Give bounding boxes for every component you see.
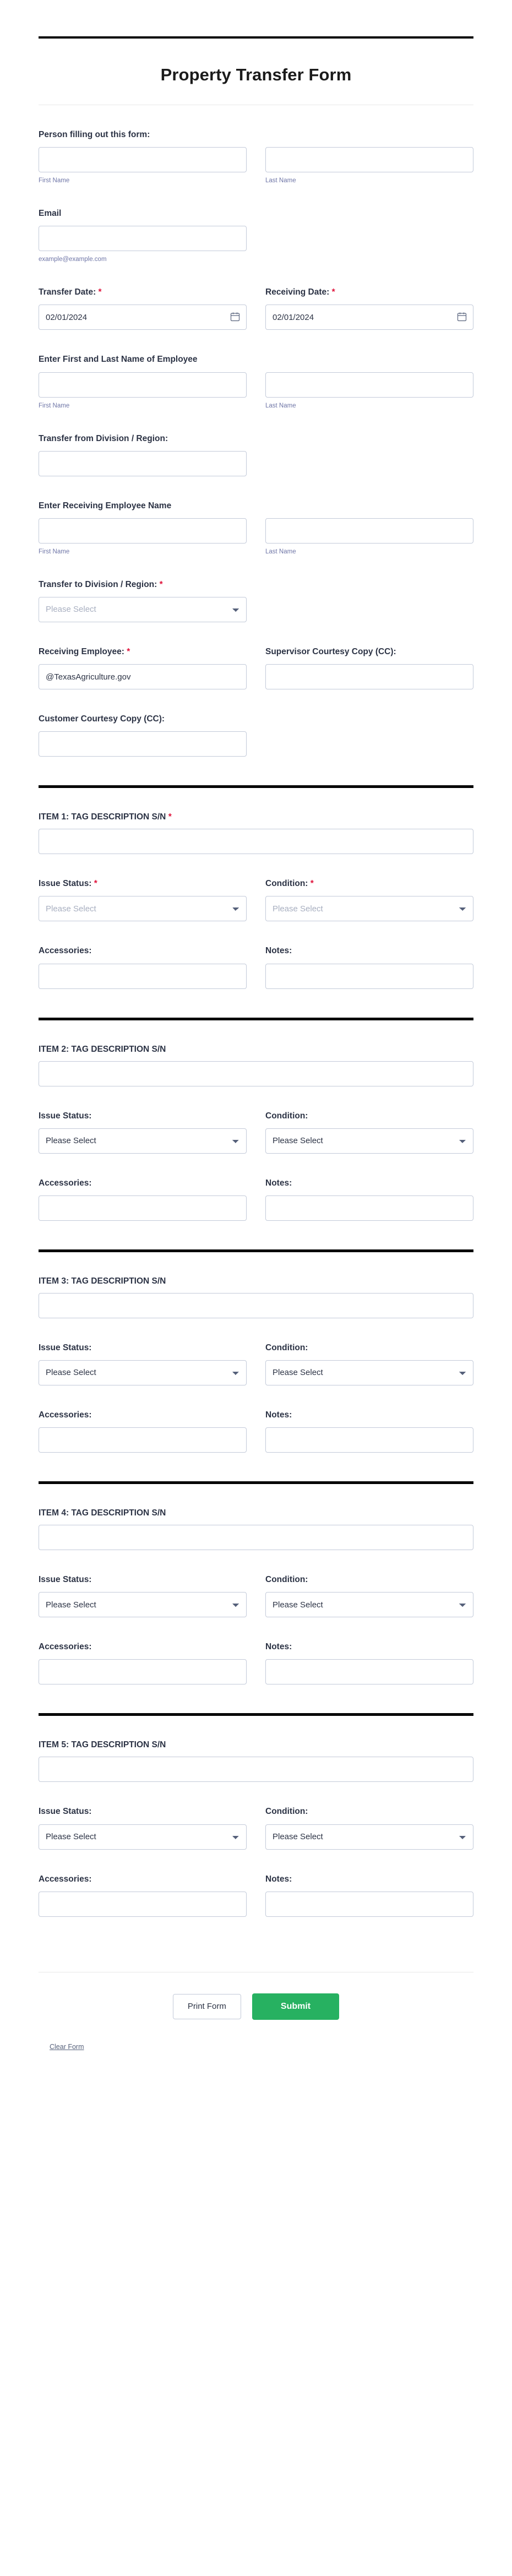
- employee-last-name-input[interactable]: [265, 372, 473, 398]
- person-last-name-sublabel: Last Name: [265, 177, 296, 184]
- item-4-extra-row: [39, 1642, 473, 1684]
- item-1-issue-status-select[interactable]: [39, 896, 247, 921]
- item-5-notes-col: [265, 1874, 473, 1917]
- receiving-employee-name-row: [39, 518, 473, 555]
- item-1-issue-status-required: *: [94, 879, 97, 889]
- item-4-heading: ITEM 4: TAG DESCRIPTION S/N: [39, 1508, 166, 1518]
- item-5-heading: ITEM 5: TAG DESCRIPTION S/N: [39, 1740, 166, 1750]
- item-5-condition-col: [265, 1806, 473, 1849]
- item-1-notes-col: [265, 945, 473, 988]
- item-5-condition-select[interactable]: [265, 1824, 473, 1850]
- item-3-status-row: [39, 1343, 473, 1385]
- item-1-condition-col: [265, 878, 473, 921]
- transfer-to-select[interactable]: [39, 597, 247, 622]
- employee-last-name-sublabel: Last Name: [265, 402, 296, 409]
- item-5-issue-status-col: [39, 1806, 247, 1849]
- transfer-from-row: [39, 451, 473, 476]
- item-4-accessories-col: [39, 1642, 247, 1684]
- receiving-employee-last-name-input[interactable]: [265, 518, 473, 544]
- item-divider: [39, 1018, 473, 1020]
- email-label: Email: [39, 209, 62, 219]
- receiving-employee-required: *: [127, 646, 130, 656]
- item-2-issue-status-label: Issue Status:: [39, 1111, 92, 1121]
- item-5-condition-label: Condition:: [265, 1807, 308, 1817]
- item-2-condition-col: [265, 1111, 473, 1154]
- item-3-accessories-col: [39, 1410, 247, 1453]
- item-4-notes-col: [265, 1642, 473, 1684]
- item-3-heading: ITEM 3: TAG DESCRIPTION S/N: [39, 1276, 166, 1286]
- item-2-tag-input[interactable]: [39, 1061, 473, 1086]
- item-3-issue-status-select[interactable]: [39, 1360, 247, 1385]
- customer-cc-label: Customer Courtesy Copy (CC):: [39, 714, 165, 724]
- item-divider: [39, 1713, 473, 1716]
- transfer-date-col: [39, 287, 247, 330]
- top-divider: [39, 36, 473, 39]
- item-4-issue-status-col: [39, 1574, 247, 1617]
- supervisor-cc-col: [265, 646, 473, 689]
- item-1-accessories-input[interactable]: [39, 964, 247, 989]
- item-5-accessories-col: [39, 1874, 247, 1917]
- email-block: [39, 208, 473, 263]
- item-3-condition-col: [265, 1343, 473, 1385]
- item-1-extra-row: [39, 945, 473, 988]
- transfer-from-label: Transfer from Division / Region:: [39, 433, 168, 443]
- item-4-issue-status-label: Issue Status:: [39, 1575, 92, 1585]
- item-3-extra-row: [39, 1410, 473, 1453]
- employee-name-block: [39, 354, 473, 409]
- employee-name-label: Enter First and Last Name of Employee: [39, 355, 198, 365]
- item-3-notes-col: [265, 1410, 473, 1453]
- item-4-status-row: [39, 1574, 473, 1617]
- employee-last-col: [265, 372, 473, 409]
- transfer-date-required: *: [98, 287, 102, 297]
- item-4-condition-label: Condition:: [265, 1575, 308, 1585]
- receiving-employee-name-label: Enter Receiving Employee Name: [39, 501, 172, 510]
- item-5-issue-status-label: Issue Status:: [39, 1807, 92, 1817]
- item-1-condition-required: *: [310, 879, 314, 889]
- item-2-issue-status-select[interactable]: [39, 1128, 247, 1154]
- item-5-accessories-input[interactable]: [39, 1892, 247, 1917]
- item-1-tag-input[interactable]: [39, 829, 473, 854]
- item-4-tag-input[interactable]: [39, 1525, 473, 1550]
- item-section-5: [39, 1740, 473, 1916]
- customer-cc-row: [39, 731, 473, 757]
- receiving-employee-label: Receiving Employee: *: [39, 646, 130, 656]
- transfer-to-col: [39, 597, 247, 622]
- item-1-issue-status-label: Issue Status: *: [39, 879, 97, 889]
- customer-cc-col: [39, 731, 247, 757]
- item-3-tag-input[interactable]: [39, 1293, 473, 1318]
- receiving-employee-last-col: [265, 518, 473, 555]
- item-2-accessories-col: [39, 1178, 247, 1221]
- dates-block: [39, 287, 473, 330]
- person-first-name-sublabel: First Name: [39, 177, 70, 184]
- receiving-employee-col: [39, 646, 247, 689]
- item-2-issue-status-col: [39, 1111, 247, 1154]
- item-1-accessories-col: [39, 945, 247, 988]
- item-3-notes-label: Notes:: [265, 1410, 292, 1420]
- person-filling-last-col: [265, 147, 473, 184]
- person-last-name-input[interactable]: [265, 147, 473, 172]
- item-5-status-block: [39, 1806, 473, 1849]
- receiving-date-input[interactable]: [265, 305, 473, 330]
- item-section-2: [39, 1045, 473, 1221]
- item-1-status-block: [39, 878, 473, 921]
- item-5-status-row: [39, 1806, 473, 1849]
- employee-first-col: [39, 372, 247, 409]
- email-row: [39, 226, 473, 263]
- email-col: [39, 226, 247, 263]
- submit-button[interactable]: Submit: [252, 1993, 339, 2020]
- item-4-issue-status-select[interactable]: [39, 1592, 247, 1617]
- receiving-employee-first-col: [39, 518, 247, 555]
- transfer-to-required: *: [159, 579, 163, 589]
- item-section-4: [39, 1508, 473, 1684]
- item-4-accessories-label: Accessories:: [39, 1642, 92, 1652]
- item-3-notes-input[interactable]: [265, 1427, 473, 1453]
- item-4-accessories-input[interactable]: [39, 1659, 247, 1684]
- item-divider: [39, 1481, 473, 1484]
- item-2-notes-col: [265, 1178, 473, 1221]
- transfer-to-label: Transfer to Division / Region: *: [39, 579, 163, 589]
- item-1-issue-status-col: [39, 878, 247, 921]
- item-2-notes-input[interactable]: [265, 1195, 473, 1221]
- item-1-status-row: [39, 878, 473, 921]
- supervisor-cc-input[interactable]: [265, 664, 473, 689]
- customer-cc-spacer: [265, 731, 473, 757]
- receiving-supervisor-block: [39, 646, 473, 689]
- item-4-condition-col: [265, 1574, 473, 1617]
- form-content: [39, 129, 473, 1939]
- email-field[interactable]: [39, 226, 247, 251]
- item-divider: [39, 785, 473, 788]
- transfer-from-col: [39, 451, 247, 476]
- customer-cc-block: [39, 714, 473, 757]
- item-3-condition-select[interactable]: [265, 1360, 473, 1385]
- item-3-accessories-input[interactable]: [39, 1427, 247, 1453]
- transfer-to-block: [39, 579, 473, 622]
- receiving-employee-last-name-sublabel: Last Name: [265, 548, 296, 555]
- item-3-extra-block: [39, 1410, 473, 1453]
- item-2-status-row: [39, 1111, 473, 1154]
- receiving-date-label: Receiving Date: *: [265, 287, 335, 297]
- receiving-supervisor-row: [39, 646, 473, 689]
- receiving-date-wrap: [265, 305, 473, 330]
- receiving-date-col: [265, 287, 473, 330]
- item-3-issue-status-label: Issue Status:: [39, 1343, 92, 1352]
- clear-form-link[interactable]: Clear Form: [50, 2042, 84, 2051]
- item-3-condition-label: Condition:: [265, 1343, 308, 1352]
- person-filling-row: [39, 147, 473, 184]
- item-5-extra-row: [39, 1874, 473, 1917]
- receiving-date-required: *: [331, 287, 335, 297]
- supervisor-cc-label: Supervisor Courtesy Copy (CC):: [265, 646, 396, 656]
- item-1-heading: ITEM 1: TAG DESCRIPTION S/N *: [39, 812, 172, 822]
- item-1-accessories-label: Accessories:: [39, 946, 92, 956]
- person-filling-block: [39, 129, 473, 184]
- transfer-to-spacer: [265, 597, 473, 622]
- item-3-status-block: [39, 1343, 473, 1385]
- item-5-notes-label: Notes:: [265, 1874, 292, 1884]
- item-5-tag-input[interactable]: [39, 1757, 473, 1782]
- employee-first-name-sublabel: First Name: [39, 402, 70, 409]
- item-1-notes-label: Notes:: [265, 946, 292, 956]
- item-2-heading: ITEM 2: TAG DESCRIPTION S/N: [39, 1044, 166, 1054]
- transfer-from-block: [39, 433, 473, 476]
- item-section-1: [39, 812, 473, 988]
- transfer-to-row: [39, 597, 473, 622]
- page-title: Property Transfer Form: [160, 65, 352, 84]
- transfer-date-wrap: [39, 305, 247, 330]
- person-first-name-input[interactable]: [39, 147, 247, 172]
- dates-row: [39, 287, 473, 330]
- transfer-date-input[interactable]: [39, 305, 247, 330]
- email-spacer: [265, 226, 473, 263]
- item-2-accessories-label: Accessories:: [39, 1178, 92, 1188]
- item-2-condition-label: Condition:: [265, 1111, 308, 1121]
- item-4-notes-label: Notes:: [265, 1642, 292, 1652]
- item-3-accessories-label: Accessories:: [39, 1410, 92, 1420]
- transfer-from-spacer: [265, 451, 473, 476]
- item-5-issue-status-select[interactable]: [39, 1824, 247, 1850]
- item-2-notes-label: Notes:: [265, 1178, 292, 1188]
- person-filling-label: Person filling out this form:: [39, 130, 150, 139]
- receiving-employee-name-block: [39, 501, 473, 555]
- customer-cc-input[interactable]: [39, 731, 247, 757]
- item-section-3: [39, 1276, 473, 1453]
- item-2-status-block: [39, 1111, 473, 1154]
- transfer-date-label: Transfer Date: *: [39, 287, 102, 297]
- employee-name-row: [39, 372, 473, 409]
- item-4-notes-input[interactable]: [265, 1659, 473, 1684]
- email-sublabel: example@example.com: [39, 256, 107, 263]
- item-4-condition-select[interactable]: [265, 1592, 473, 1617]
- item-1-condition-label: Condition: *: [265, 879, 314, 889]
- item-4-extra-block: [39, 1642, 473, 1684]
- item-4-status-block: [39, 1574, 473, 1617]
- receiving-employee-first-name-sublabel: First Name: [39, 548, 70, 555]
- transfer-from-input[interactable]: [39, 451, 247, 476]
- item-3-issue-status-col: [39, 1343, 247, 1385]
- form-actions: [0, 1993, 512, 2020]
- item-2-extra-block: [39, 1178, 473, 1221]
- receiving-employee-input[interactable]: [39, 664, 247, 689]
- item-1-notes-input[interactable]: [265, 964, 473, 989]
- person-filling-first-col: [39, 147, 247, 184]
- item-5-accessories-label: Accessories:: [39, 1874, 92, 1884]
- item-1-extra-block: [39, 945, 473, 988]
- item-1-required: *: [168, 812, 172, 822]
- item-2-extra-row: [39, 1178, 473, 1221]
- employee-first-name-input[interactable]: [39, 372, 247, 398]
- receiving-employee-first-name-input[interactable]: [39, 518, 247, 544]
- item-2-accessories-input[interactable]: [39, 1195, 247, 1221]
- form-page: [0, 36, 512, 2051]
- item-5-notes-input[interactable]: [265, 1892, 473, 1917]
- item-1-condition-select[interactable]: [265, 896, 473, 921]
- item-5-extra-block: [39, 1874, 473, 1917]
- item-2-condition-select[interactable]: [265, 1128, 473, 1154]
- item-divider: [39, 1249, 473, 1252]
- print-form-button[interactable]: Print Form: [173, 1994, 241, 2019]
